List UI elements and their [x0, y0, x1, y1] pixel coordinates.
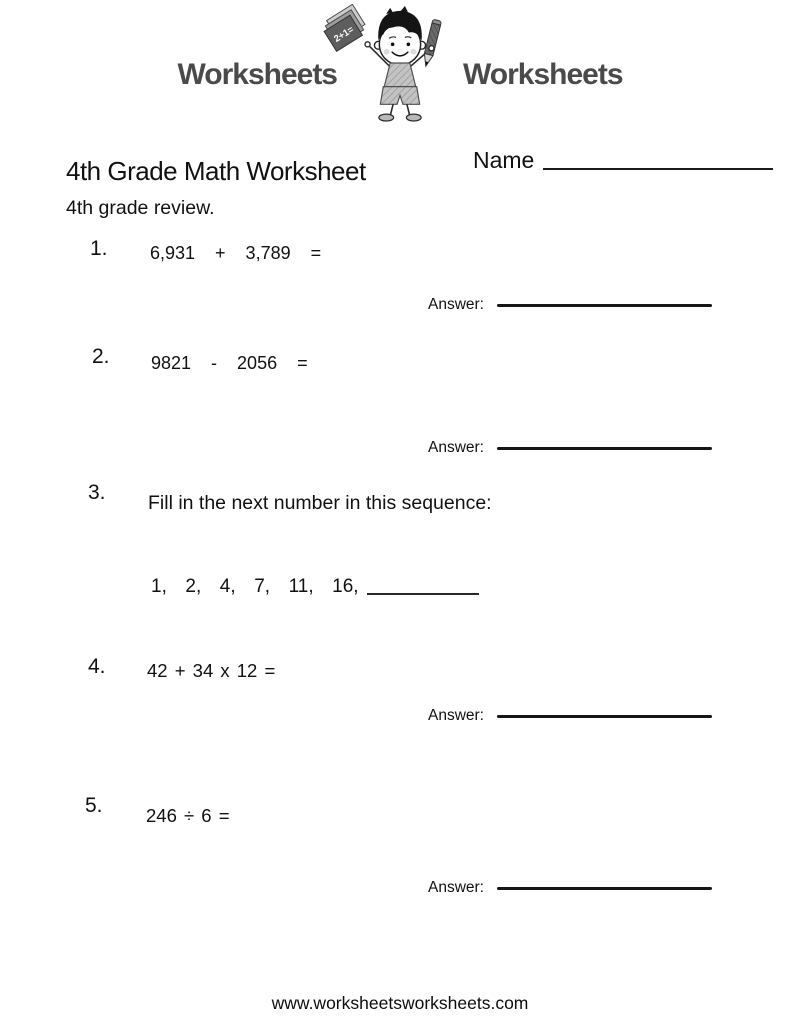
question-2-number: 2. — [92, 345, 110, 368]
book-stack-icon — [321, 4, 369, 51]
question-2-text: 9821 - 2056 = — [151, 353, 308, 373]
logo-text-right: Worksheets — [463, 58, 623, 91]
answer-label: Answer: — [428, 879, 484, 897]
answer-blank-line — [497, 887, 712, 890]
question-3-text: Fill in the next number in this sequence: — [148, 492, 492, 514]
answer-row-4 — [428, 879, 712, 897]
name-label: Name — [473, 147, 535, 173]
book-label: 2+1= — [332, 24, 356, 44]
sequence-blank-line — [367, 591, 479, 595]
worksheets-logo — [0, 4, 800, 122]
question-4-number: 4. — [88, 655, 106, 678]
question-4-text: 42 + 34 x 12 = — [147, 660, 276, 681]
question-5-number: 5. — [85, 794, 103, 817]
answer-label: Answer: — [428, 296, 484, 314]
question-3-sequence — [151, 576, 479, 598]
name-field — [473, 147, 773, 174]
shorts — [380, 87, 419, 105]
answer-blank-line — [497, 447, 712, 450]
page-title: 4th Grade Math Worksheet — [66, 156, 366, 186]
answer-blank-line — [497, 715, 712, 718]
question-1-number: 1. — [90, 237, 108, 260]
logo-text-left: Worksheets — [177, 58, 337, 91]
answer-label: Answer: — [428, 439, 484, 457]
boy-mascot-icon — [321, 4, 479, 122]
worksheet-subtitle: 4th grade review. — [66, 197, 215, 219]
answer-label: Answer: — [428, 707, 484, 725]
name-blank-line — [543, 168, 773, 170]
answer-row-1 — [428, 296, 712, 314]
shirt — [384, 63, 415, 87]
sequence-numbers: 1, 2, 4, 7, 11, 16, — [151, 576, 359, 597]
question-5-text: 246 ÷ 6 = — [146, 805, 230, 826]
question-3-number: 3. — [88, 481, 106, 504]
answer-row-2 — [428, 439, 712, 457]
answer-blank-line — [497, 304, 712, 307]
answer-row-3 — [428, 707, 712, 725]
footer-url: www.worksheetsworksheets.com — [271, 993, 529, 1013]
question-1-text: 6,931 + 3,789 = — [150, 243, 322, 263]
